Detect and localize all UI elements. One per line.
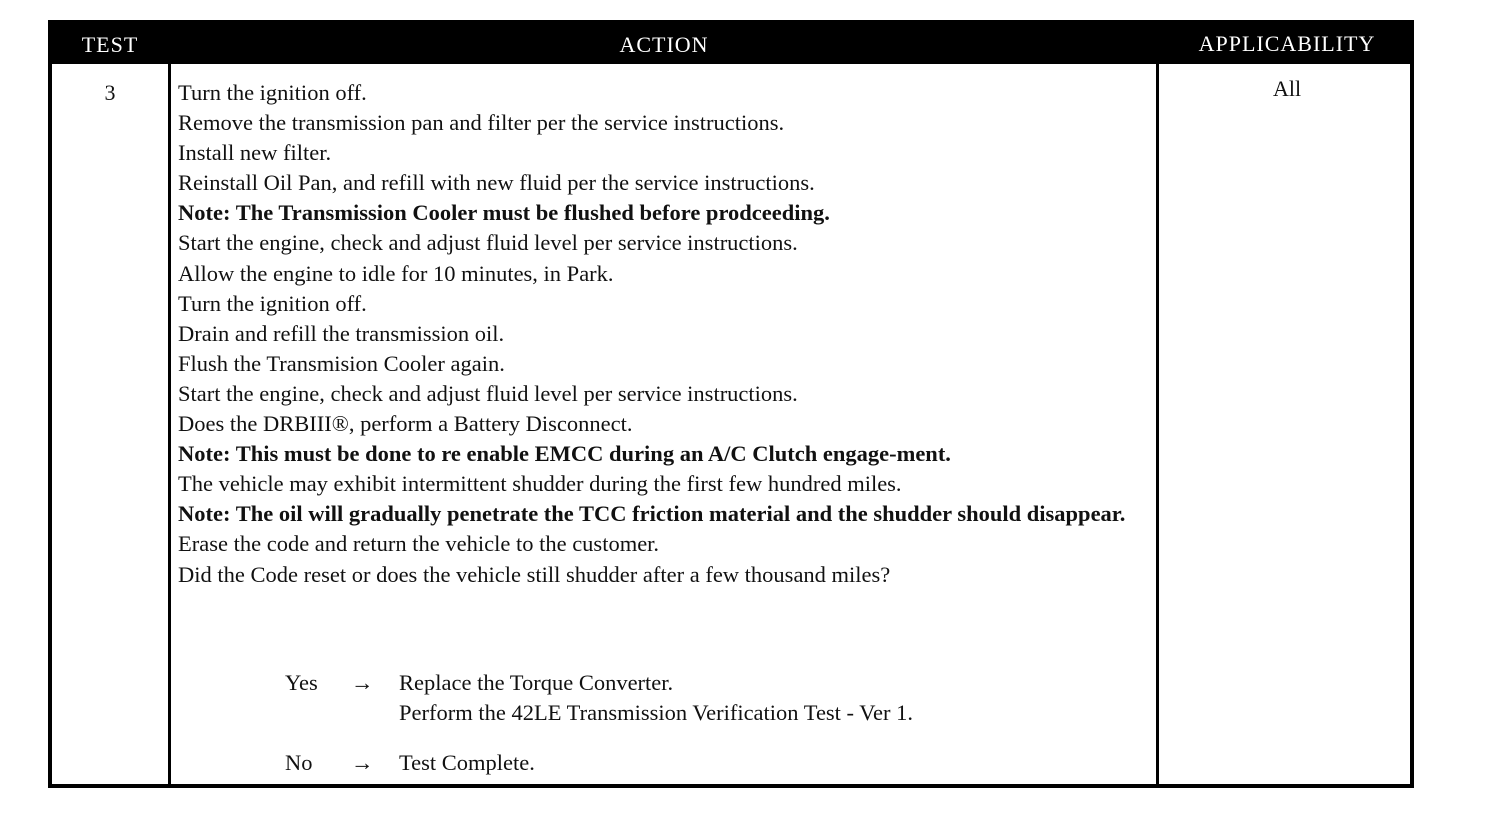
action-line: Turn the ignition off. xyxy=(178,80,367,105)
action-note: Note: The Transmission Cooler must be flushed before prodceeding. xyxy=(178,200,830,226)
applicability-value: All xyxy=(1272,76,1302,101)
column-divider-test xyxy=(168,24,171,784)
action-line: Does the DRBIII®, perform a Battery Disconnect. xyxy=(178,411,633,437)
result-yes-description xyxy=(399,668,913,728)
table-header-row xyxy=(52,24,1410,64)
result-no-key: No xyxy=(285,750,313,775)
right-arrow-icon: → xyxy=(351,670,374,695)
action-note: Note: The oil will gradually penetrate the TCC friction material and the shudder should disappear. xyxy=(178,501,1126,527)
diagnostic-table xyxy=(48,20,1414,788)
result-yes-key: Yes xyxy=(285,670,318,695)
result-yes-line2: Perform the 42LE Transmission Verification Test - Ver 1. xyxy=(399,700,914,725)
test-number: 3 xyxy=(104,80,116,105)
action-note: Note: This must be done to re enable EMCC during an A/C Clutch engage-ment. xyxy=(178,441,951,467)
action-line: Start the engine, check and adjust fluid level per service instructions. xyxy=(178,230,798,256)
action-line: The vehicle may exhibit intermittent shudder during the first few hundred miles. xyxy=(178,471,902,497)
column-divider-applicability xyxy=(1156,24,1159,784)
action-line: Turn the ignition off. xyxy=(178,290,367,316)
action-line: Remove the transmission pan and filter per the service instructions. xyxy=(178,110,785,136)
action-line: Flush the Transmision Cooler again. xyxy=(178,350,505,376)
header-action: ACTION xyxy=(619,32,709,57)
action-line: Drain and refill the transmission oil. xyxy=(178,320,505,346)
action-line: Install new filter. xyxy=(178,140,332,166)
right-arrow-icon: → xyxy=(351,750,374,775)
header-applicability: APPLICABILITY xyxy=(1198,31,1376,56)
action-line: Did the Code reset or does the vehicle still shudder after a few thousand miles? xyxy=(178,561,891,587)
result-no-line1: Test Complete. xyxy=(399,750,535,775)
action-line: Reinstall Oil Pan, and refill with new fluid per the service instructions. xyxy=(178,170,815,196)
action-line: Start the engine, check and adjust fluid level per service instructions. xyxy=(178,380,798,406)
header-test: TEST xyxy=(81,32,139,57)
action-text xyxy=(178,78,1153,590)
action-line: Allow the engine to idle for 10 minutes, in Park. xyxy=(178,260,614,286)
action-line: Erase the code and return the vehicle to the customer. xyxy=(178,531,660,557)
result-no-description xyxy=(399,748,535,778)
result-yes-line1: Replace the Torque Converter. xyxy=(399,670,674,695)
